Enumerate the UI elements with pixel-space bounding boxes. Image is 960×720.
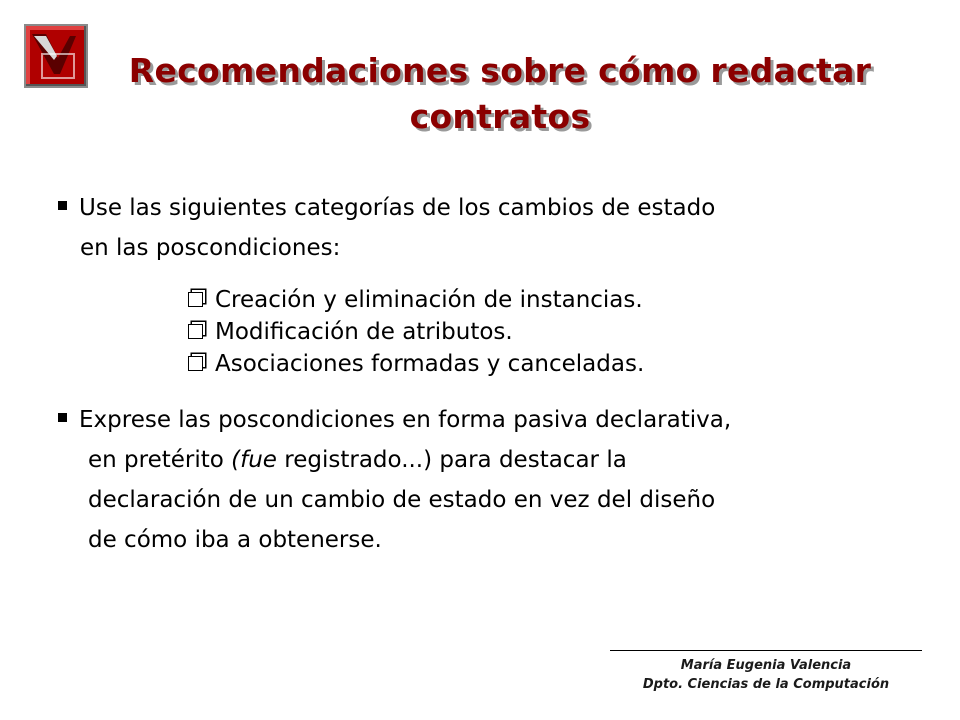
square-bullet-icon <box>58 201 67 210</box>
page-title <box>100 48 900 140</box>
bullet-2-line-3: declaración de un cambio de estado en vez del diseño <box>88 487 716 513</box>
list-item-label: Creación y eliminación de instancias. <box>215 287 643 313</box>
department-logo <box>24 24 88 88</box>
list-item-label: Asociaciones formadas y canceladas. <box>215 351 645 377</box>
list-item <box>188 348 938 380</box>
title-line-1: Recomendaciones sobre cómo redactar <box>128 51 872 90</box>
bullet-2 <box>58 400 938 440</box>
bullet-2-line-2 <box>58 440 938 480</box>
text-segment: en pretérito <box>88 447 232 473</box>
footer <box>610 656 922 694</box>
slide-content <box>58 188 938 560</box>
footer-author: María Eugenia Valencia <box>680 658 852 673</box>
checkbox-bullet-icon <box>188 292 203 307</box>
checkbox-bullet-icon <box>188 356 203 371</box>
logo-icon <box>24 24 88 88</box>
bullet-2-line-1: Exprese las poscondiciones en forma pasiva declarativa, <box>79 407 732 433</box>
footer-department: Dpto. Ciencias de la Computación <box>642 677 890 692</box>
checkbox-bullet-icon <box>188 324 203 339</box>
bullet-1-line-2: en las poscondiciones: <box>80 235 341 261</box>
list-item-label: Modificación de atributos. <box>215 319 513 345</box>
list-item <box>188 316 938 348</box>
text-segment: registrado...) para destacar la <box>276 447 627 473</box>
bullet-1-line-1: Use las siguientes categorías de los cambios de estado <box>79 195 716 221</box>
italic-segment: (fue <box>231 447 277 473</box>
square-bullet-icon <box>58 413 67 422</box>
category-list <box>188 284 938 380</box>
title-line-2: contratos <box>409 97 591 136</box>
list-item <box>188 284 938 316</box>
bullet-1 <box>58 188 938 228</box>
footer-divider <box>610 650 922 651</box>
bullet-2-line-4: de cómo iba a obtenerse. <box>88 527 382 553</box>
